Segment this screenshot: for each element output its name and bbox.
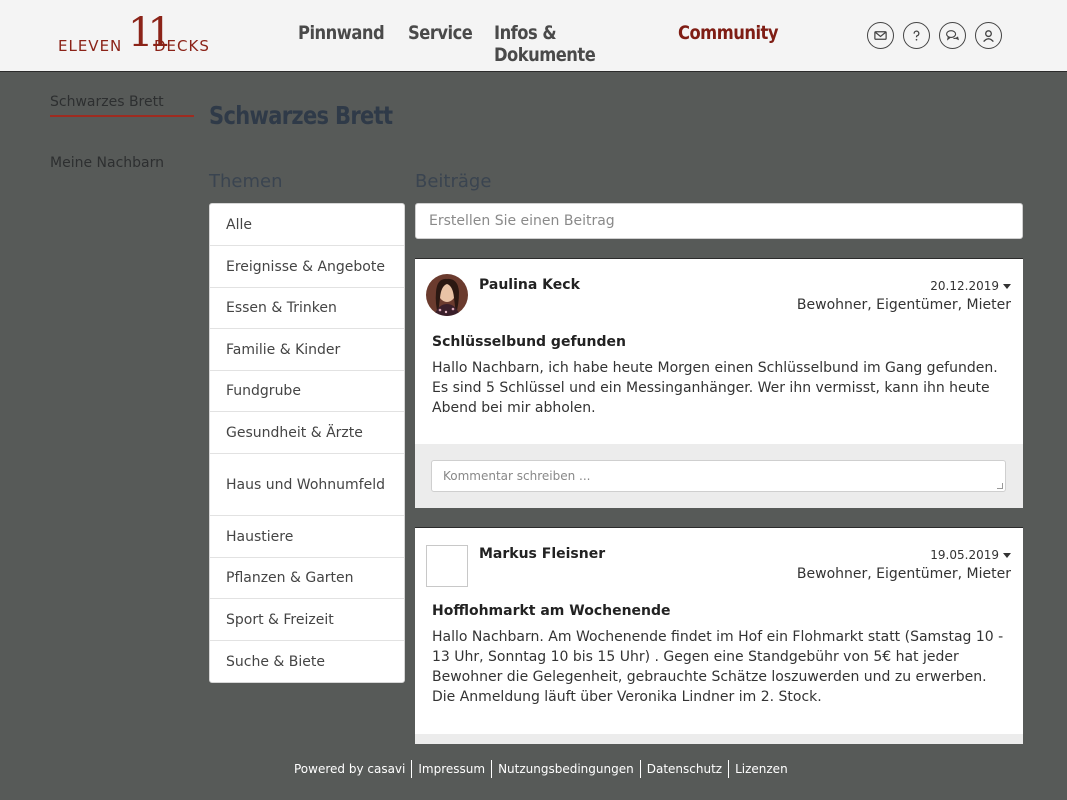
footer-divider <box>411 760 412 778</box>
topic-item[interactable]: Fundgrube <box>210 371 404 412</box>
eleven-decks-logo[interactable] <box>56 10 216 60</box>
footer-lizenzen[interactable]: Lizenzen <box>735 762 788 776</box>
post-title: Schlüsselbund gefunden <box>432 334 626 350</box>
topic-item[interactable]: Haus und Wohnumfeld <box>210 454 404 516</box>
nav-service[interactable]: Service <box>408 22 473 44</box>
topics-heading: Themen <box>209 171 283 192</box>
author-avatar[interactable] <box>426 274 468 316</box>
main-nav <box>298 22 788 66</box>
nav-community[interactable]: Community <box>678 22 778 44</box>
footer-nutzungsbedingungen[interactable]: Nutzungsbedingungen <box>498 762 634 776</box>
mail-icon[interactable] <box>867 22 894 49</box>
comment-section <box>415 734 1023 744</box>
post-date[interactable] <box>930 279 1011 293</box>
footer-divider <box>728 760 729 778</box>
create-post-input[interactable]: Erstellen Sie einen Beitrag <box>415 203 1023 239</box>
topic-item[interactable]: Haustiere <box>210 516 404 558</box>
logo-number: 11 <box>128 10 167 56</box>
topic-item[interactable]: Familie & Kinder <box>210 329 404 371</box>
topics-list <box>209 203 405 683</box>
comment-input[interactable] <box>431 460 1006 492</box>
nav-infos-dokumente[interactable]: Infos & Dokumente <box>494 22 596 66</box>
post-roles: Bewohner, Eigentümer, Mieter <box>796 566 1011 582</box>
footer <box>294 762 788 780</box>
footer-impressum[interactable]: Impressum <box>418 762 486 776</box>
posts-heading: Beiträge <box>415 171 492 192</box>
footer-powered-by[interactable]: Powered by casavi <box>294 762 406 776</box>
post-date-text: 19.05.2019 <box>930 548 999 562</box>
help-icon[interactable] <box>903 22 930 49</box>
sidebar-active-indicator <box>50 115 194 117</box>
chat-icon[interactable] <box>939 22 966 49</box>
post-card <box>415 258 1023 507</box>
topic-item[interactable]: Pflanzen & Garten <box>210 558 404 599</box>
header-icons <box>867 22 1011 49</box>
post-date[interactable] <box>930 548 1011 562</box>
logo-text-left: ELEVEN <box>58 37 123 55</box>
topic-item[interactable]: Alle <box>210 204 404 246</box>
topic-item[interactable]: Suche & Biete <box>226 653 325 670</box>
sidebar-item-schwarzes-brett[interactable]: Schwarzes Brett <box>50 94 164 110</box>
post-date-text: 20.12.2019 <box>930 279 999 293</box>
post-card <box>415 527 1023 743</box>
topic-item[interactable]: Ereignisse & Angebote <box>210 246 404 288</box>
user-icon[interactable] <box>975 22 1002 49</box>
sidebar-item-meine-nachbarn[interactable]: Meine Nachbarn <box>50 155 164 171</box>
topic-item[interactable]: Gesundheit & Ärzte <box>210 412 404 454</box>
logo-text-right: DECKS <box>154 37 210 55</box>
resize-handle-icon[interactable] <box>997 483 1003 489</box>
post-body: Hallo Nachbarn, ich habe heute Morgen einen Schlüsselbund im Gang gefunden. Es sind 5 Schlüssel und ein Messinganhänger. Wer ihn vermisst, kann ihn heute Abend bei mir abholen. <box>432 360 998 416</box>
footer-datenschutz[interactable]: Datenschutz <box>646 762 723 776</box>
author-avatar-placeholder[interactable] <box>426 545 468 587</box>
topic-item[interactable]: Essen & Trinken <box>210 288 404 329</box>
chevron-down-icon[interactable] <box>1003 553 1011 558</box>
nav-pinnwand[interactable]: Pinnwand <box>298 22 385 44</box>
top-header <box>0 0 1067 72</box>
post-title: Hofflohmarkt am Wochenende <box>432 603 671 619</box>
footer-divider <box>491 760 492 778</box>
chevron-down-icon[interactable] <box>1003 284 1011 289</box>
footer-divider <box>640 760 641 778</box>
comment-placeholder: Kommentar schreiben ... <box>443 469 591 483</box>
comment-section <box>415 444 1023 508</box>
post-author[interactable]: Markus Fleisner <box>479 546 606 562</box>
page-title: Schwarzes Brett <box>209 101 393 130</box>
topic-item[interactable]: Sport & Freizeit <box>210 599 404 641</box>
post-author[interactable]: Paulina Keck <box>479 277 580 293</box>
post-roles: Bewohner, Eigentümer, Mieter <box>796 297 1011 313</box>
post-body: Hallo Nachbarn. Am Wochenende findet im Hof ein Flohmarkt statt (Samstag 10 - 13 Uhr, Sonntag 10 bis 15 Uhr) . Gegen eine Standgebühr von 5€ hat jeder Bewohner die Gelegenheit, gebrauchte Schätze loszuwerden und zu erwerben. Die Anmeldung läuft über Veronika Lindner im 2. Stock. <box>432 629 1004 705</box>
